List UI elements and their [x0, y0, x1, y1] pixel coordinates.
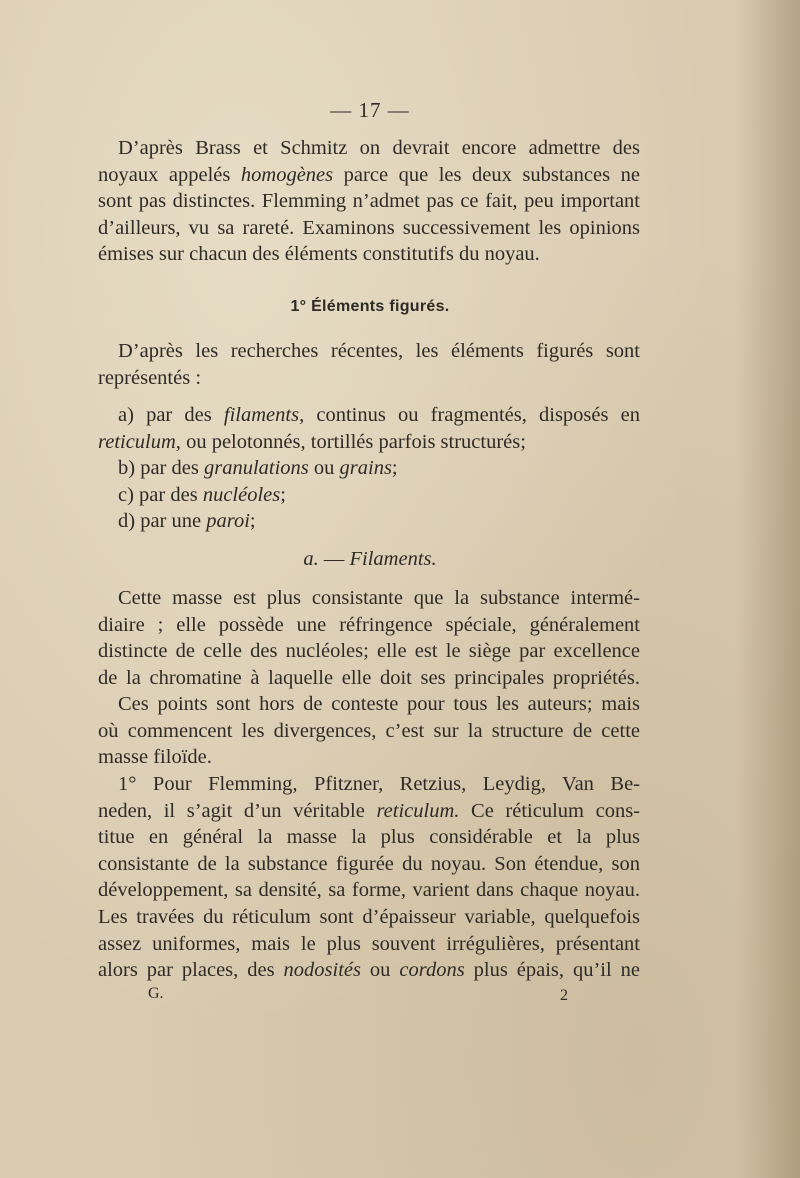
text-line: diaire ; elle possède une réfringence spéciale, généralement: [98, 613, 640, 636]
text-line: sont pas distinctes. Flemming n’admet pas ce fait, peu important: [98, 190, 640, 213]
sheet-number: 2: [560, 987, 568, 1004]
list-item-d: d) par une paroi;: [118, 510, 256, 533]
italic-term: granulations: [203, 457, 309, 480]
paragraph-3: [98, 585, 640, 691]
list-item-b: b) par des granulations ou grains;: [118, 457, 398, 480]
text-line: Les travées du réticulum sont d’épaisseur variable, quelquefois: [98, 905, 640, 928]
italic-term: nodosités: [283, 959, 361, 982]
italic-term: cordons: [399, 959, 465, 982]
paragraph-4: [98, 691, 640, 771]
text-line: masse filoïde.: [98, 746, 212, 769]
list-item-a-continued: reticulum, ou pelotonnés, tortillés parfois structurés;: [98, 430, 526, 453]
text-line: D’après Brass et Schmitz on devrait encore admettre des: [118, 137, 640, 159]
italic-term: reticulum,: [98, 430, 181, 453]
text-line: représentés :: [98, 366, 202, 389]
paragraph-1: [98, 135, 640, 268]
text-line: où commencent les divergences, c’est sur la structure de cette: [98, 719, 640, 742]
text-line: Ces points sont hors de conteste pour tous les auteurs; mais: [118, 693, 640, 715]
enumerated-list: [98, 402, 640, 535]
italic-term: homogènes: [240, 163, 334, 186]
page-number: — 17 —: [330, 98, 410, 122]
signature-mark: G.: [148, 985, 164, 1002]
text-line: d’ailleurs, vu sa rareté. Examinons successivement les opinions: [98, 216, 640, 239]
text-line: émises sur chacun des éléments constitutifs du noyau.: [98, 243, 540, 266]
text-line: distincte de celle des nucléoles; elle est le siège par excellence: [98, 640, 640, 663]
italic-term: filaments,: [223, 404, 305, 426]
text-line: de la chromatine à laquelle elle doit ses principales propriétés.: [98, 666, 640, 689]
text-line: consistante de la substance figurée du noyau. Son étendue, son: [98, 852, 640, 875]
text-line: neden, il s’agit d’un véritable reticulum. Ce réticulum cons-: [98, 799, 641, 822]
section-heading: 1° Éléments figurés.: [290, 298, 450, 315]
italic-term: paroi: [206, 510, 250, 533]
text-line: noyaux appelés homogènes parce que les deux substances ne: [98, 163, 640, 186]
text-line: alors par places, des nodosités ou cordons plus épais, qu’il ne: [98, 959, 640, 982]
text-line: Cette masse est plus consistante que la substance intermé-: [118, 587, 640, 609]
text-line: D’après les recherches récentes, les éléments figurés sont: [118, 340, 640, 362]
paragraph-2: [98, 338, 640, 391]
subsection-heading: a. — Filaments.: [303, 548, 437, 570]
paragraph-5: [98, 771, 640, 984]
italic-term: nucléoles: [202, 483, 281, 506]
list-item-c: c) par des nucléoles;: [118, 483, 286, 506]
text-line: développement, sa densité, sa forme, varient dans chaque noyau.: [98, 879, 640, 902]
text-line: assez uniformes, mais le plus souvent irrégulières, présentant: [98, 932, 640, 955]
text-line: titue en général la masse la plus considérable et la plus: [98, 826, 640, 849]
text-line: 1° Pour Flemming, Pfitzner, Retzius, Leydig, Van Be-: [118, 773, 640, 795]
list-item-a: a) par des filaments, continus ou fragmentés, disposés en: [118, 404, 640, 426]
italic-term: grains: [339, 457, 392, 480]
italic-term: reticulum.: [376, 799, 460, 822]
